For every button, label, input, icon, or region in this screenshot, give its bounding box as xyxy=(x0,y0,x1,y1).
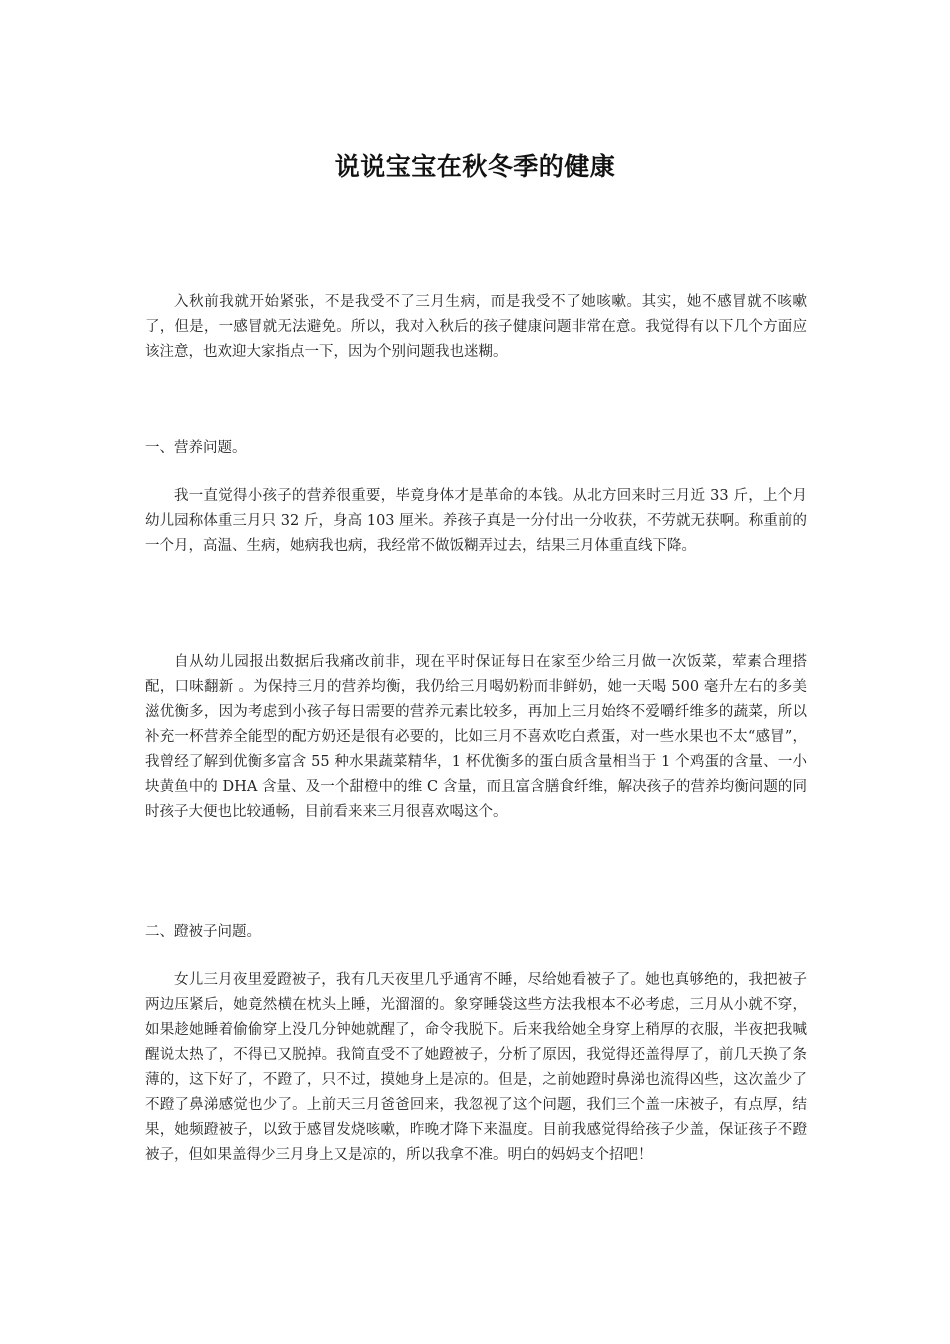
section-heading-blanket: 二、蹬被子问题。 xyxy=(145,924,261,940)
blanket-paragraph: 女儿三月夜里爱蹬被子，我有几天夜里几乎通宵不睡，尽给她看被子了。她也真够绝的，我把被子两边压紧后，她竟然横在枕头上睡，光溜溜的。象穿睡袋这些方法我根本不必考虑，三月从小就不穿，如果趁她睡着偷偷穿上没几分钟她就醒了，命令我脱下。后来我给她全身穿上稍厚的衣服，半夜把我喊醒说太热了，不得已又脱掉。我简直受不了她蹬被子，分析了原因，我觉得还盖得厚了，前几天换了条薄的，这下好了，不蹬了，只不过，摸她身上是凉的。但是，之前她蹬时鼻涕也流得凶些，这次盖少了不蹬了鼻涕感觉也少了。上前天三月爸爸回来，我忽视了这个问题，我们三个盖一床被子，有点厚，结果，她频蹬被子，以致于感冒发烧咳嗽，昨晚才降下来温度。目前我感觉得给孩子少盖，保证孩子不蹬被子，但如果盖得少三月身上又是凉的，所以我拿不准。明白的妈妈支个招吧！ xyxy=(145,972,807,1163)
document-title: 说说宝宝在秋冬季的健康 xyxy=(334,151,616,181)
intro-paragraph: 入秋前我就开始紧张，不是我受不了三月生病，而是我受不了她咳嗽。其实，她不感冒就不咳嗽了，但是，一感冒就无法避免。所以，我对入秋后的孩子健康问题非常在意。我觉得有以下几个方面应该注意，也欢迎大家指点一下，因为个别问题我也迷糊。 xyxy=(145,294,807,360)
nutrition-paragraph-2: 自从幼儿园报出数据后我痛改前非，现在平时保证每日在家至少给三月做一次饭菜，荤素合理搭配，口味翻新 。为保持三月的营养均衡，我仍给三月喝奶粉而非鲜奶，她一天喝 500 毫升左右的多美滋优衡多，因为考虑到小孩子每日需要的营养元素比较多，再加上三月始终不爱嚼纤维多的蔬菜，所以补充一杯营养全能型的配方奶还是很有必要的，比如三月不喜欢吃白煮蛋，对一些水果也不太“感冒”，我曾经了解到优衡多富含 55 种水果蔬菜精华，1 杯优衡多的蛋白质含量相当于 1 个鸡蛋的含量、一小块黄鱼中的 DHA 含量、及一个甜橙中的维 C 含量，而且富含膳食纤维，解决孩子的营养均衡问题的同时孩子大便也比较通畅，目前看来来三月很喜欢喝这个。 xyxy=(145,654,807,820)
section-heading-nutrition: 一、营养问题。 xyxy=(145,440,247,456)
nutrition-paragraph-1: 我一直觉得小孩子的营养很重要，毕竟身体才是革命的本钱。从北方回来时三月近 33 斤，上个月幼儿园称体重三月只 32 斤，身高 103 厘米。养孩子真是一分付出一分收获，不劳就无获啊。称重前的一个月，高温、生病，她病我也病，我经常不做饭糊弄过去，结果三月体重直线下降。 xyxy=(145,488,807,554)
